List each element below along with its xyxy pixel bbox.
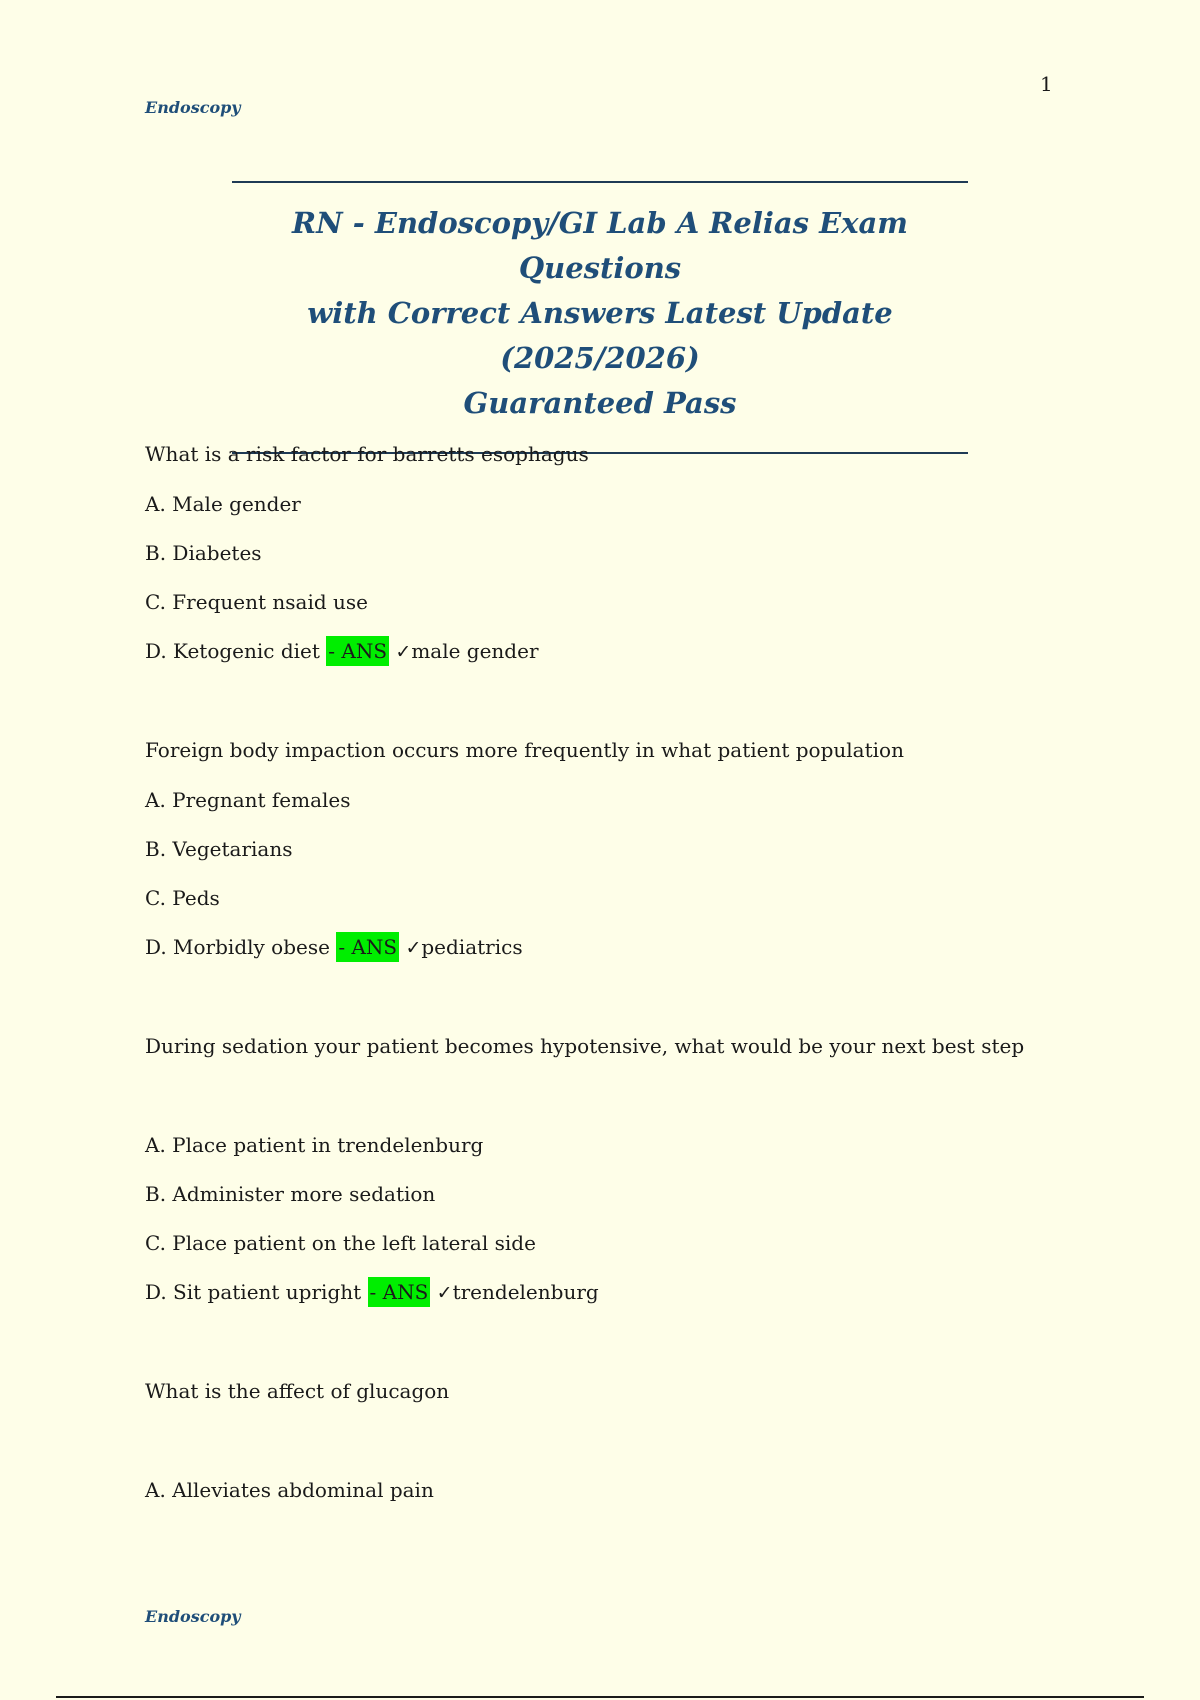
answer-marker: - ANS — [368, 1277, 431, 1307]
option-b: B. Vegetarians — [145, 837, 293, 861]
title-line-1: RN - Endoscopy/GI Lab A Relias Exam Questions — [292, 206, 908, 285]
question-list — [145, 438, 1065, 1523]
option-d: D. Sit patient upright — [145, 1280, 362, 1304]
option-b: B. Administer more sedation — [145, 1182, 436, 1206]
option-d: D. Morbidly obese — [145, 935, 330, 959]
option-d-with-answer — [145, 635, 1065, 685]
option-d-with-answer — [145, 931, 1065, 981]
option-c: C. Frequent nsaid use — [145, 590, 368, 614]
option-a: A. Male gender — [145, 492, 301, 516]
document-title — [232, 181, 968, 454]
check-icon: ✓ — [405, 937, 422, 959]
title-line-2: with Correct Answers Latest Update (2025/2026) — [307, 296, 893, 375]
option-b: B. Diabetes — [145, 541, 262, 565]
footer-label: Endoscopy — [145, 1607, 241, 1626]
question-text: What is a risk factor for barretts esophagus — [145, 442, 589, 466]
option-a: A. Pregnant females — [145, 788, 351, 812]
question-4 — [145, 1375, 1065, 1523]
option-d-with-answer — [145, 1276, 1065, 1326]
header-label: Endoscopy — [145, 98, 241, 117]
question-2 — [145, 734, 1065, 981]
footer-divider — [56, 1696, 1144, 1698]
question-3 — [145, 1030, 1065, 1326]
check-icon: ✓ — [395, 641, 412, 663]
answer-marker: - ANS — [326, 636, 389, 666]
option-a: A. Place patient in trendelenburg — [145, 1133, 484, 1157]
answer-text: trendelenburg — [452, 1280, 599, 1304]
answer-text: pediatrics — [421, 935, 523, 959]
check-icon: ✓ — [436, 1282, 453, 1304]
title-line-3: Guaranteed Pass — [463, 386, 737, 420]
question-text: During sedation your patient becomes hypotensive, what would be your next best step — [145, 1034, 1025, 1058]
option-a: A. Alleviates abdominal pain — [145, 1478, 434, 1502]
option-c: C. Peds — [145, 886, 220, 910]
option-d: D. Ketogenic diet — [145, 639, 320, 663]
option-c: C. Place patient on the left lateral side — [145, 1231, 536, 1255]
answer-text: male gender — [411, 639, 539, 663]
question-1 — [145, 438, 1065, 685]
answer-marker: - ANS — [336, 932, 399, 962]
question-text: Foreign body impaction occurs more frequently in what patient population — [145, 738, 904, 762]
page-number: 1 — [1040, 72, 1053, 96]
question-text: What is the affect of glucagon — [145, 1379, 450, 1403]
